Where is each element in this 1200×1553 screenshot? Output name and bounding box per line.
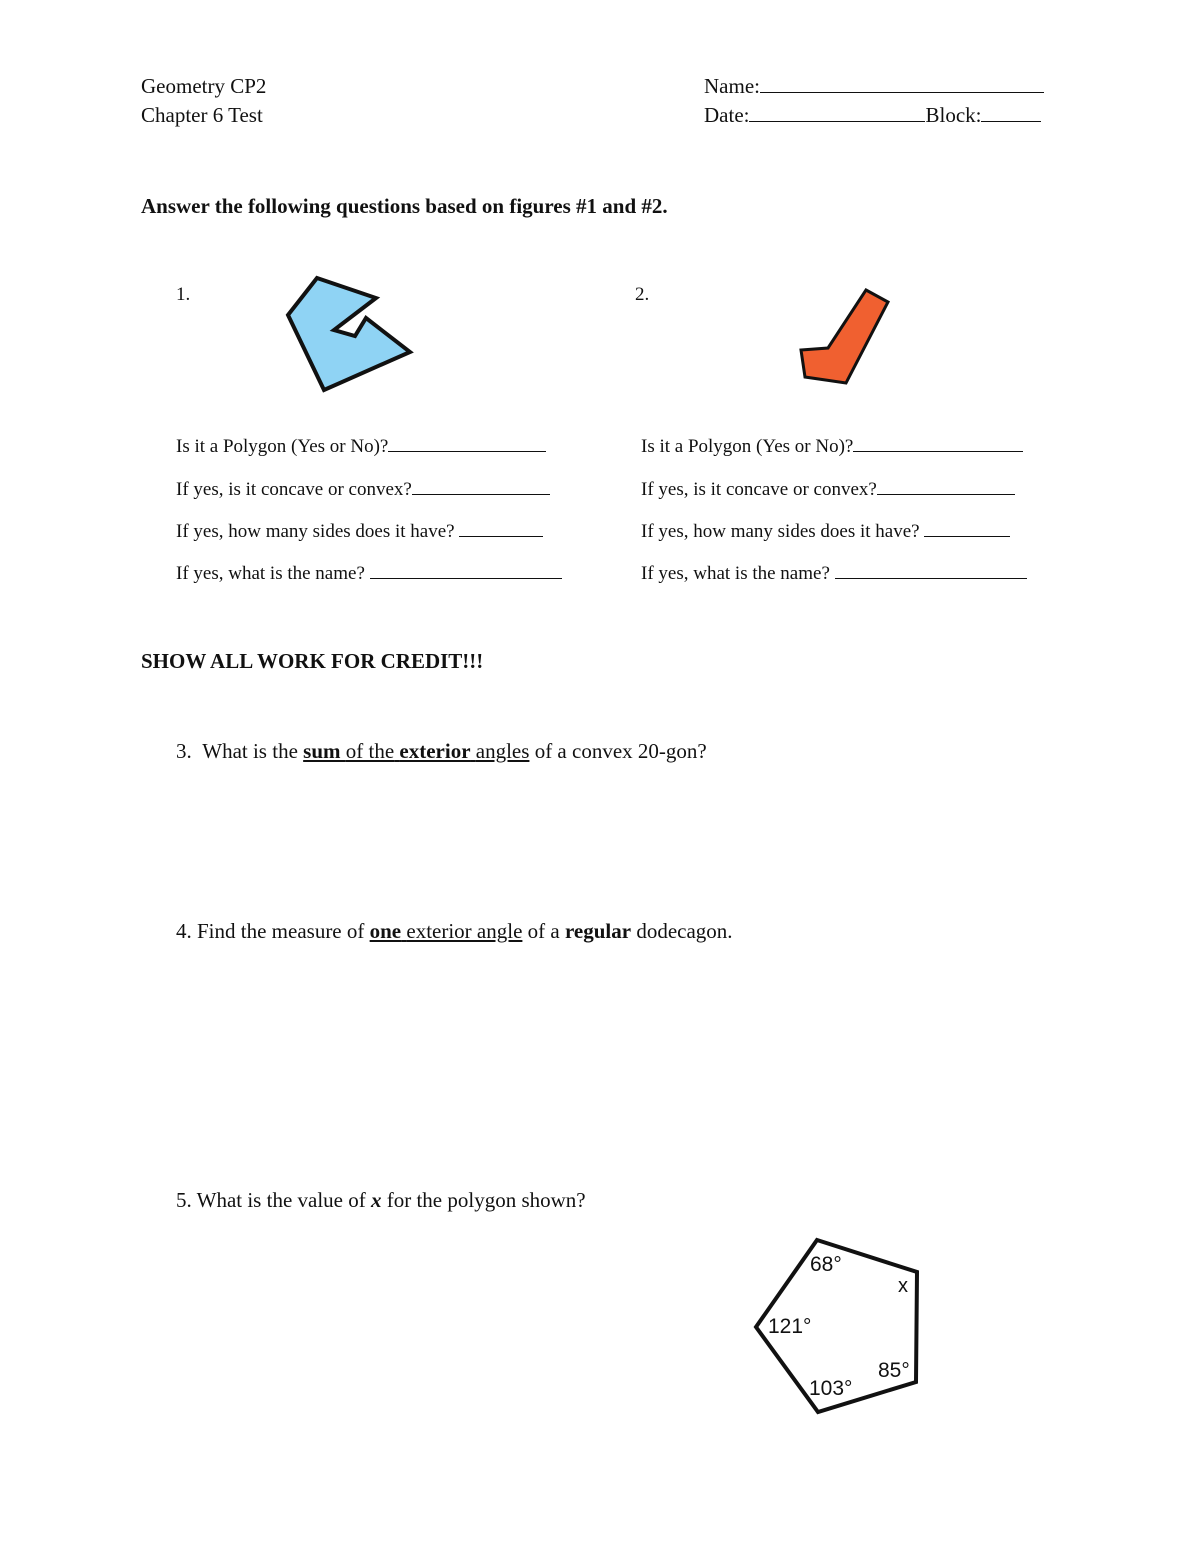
fig2-q-name: If yes, what is the name? (641, 560, 1027, 586)
figure-2-number: 2. (635, 284, 650, 305)
angle-label-bottom-right: 85° (878, 1359, 910, 1382)
angle-label-left: 121° (768, 1315, 812, 1338)
date-field[interactable] (749, 103, 925, 122)
angle-label-x: x (898, 1275, 908, 1297)
fig2-polygon-answer[interactable] (853, 433, 1023, 452)
pentagon-diagram (745, 1230, 930, 1420)
fig2-q-concave: If yes, is it concave or convex? (641, 476, 1015, 502)
figure-1-concave-polygon (280, 272, 420, 397)
question-4: 4. Find the measure of one exterior angle of a regular dodecagon. (176, 919, 733, 943)
name-label: Name: (704, 74, 760, 98)
name-row (704, 73, 1044, 99)
fig1-q-concave: If yes, is it concave or convex? (176, 476, 550, 502)
test-title: Chapter 6 Test (141, 103, 263, 127)
instructions: Answer the following questions based on figures #1 and #2. (141, 194, 668, 218)
date-label: Date: (704, 103, 750, 127)
figure-1-number: 1. (176, 284, 191, 305)
figure-2-concave-polygon (795, 285, 895, 390)
block-field[interactable] (981, 103, 1041, 122)
question-5: 5. What is the value of x for the polygon shown? (176, 1188, 586, 1212)
fig1-concave-answer[interactable] (412, 476, 550, 495)
fig2-concave-answer[interactable] (877, 476, 1015, 495)
date-row (704, 102, 1041, 128)
fig1-sides-answer[interactable] (459, 518, 543, 537)
block-label: Block: (925, 103, 982, 127)
name-field[interactable] (760, 74, 1044, 93)
fig1-q-polygon: Is it a Polygon (Yes or No)? (176, 433, 546, 459)
fig1-q-sides: If yes, how many sides does it have? (176, 518, 543, 544)
fig2-name-answer[interactable] (835, 560, 1027, 579)
fig2-q-polygon: Is it a Polygon (Yes or No)? (641, 433, 1023, 459)
angle-label-bottom: 103° (809, 1377, 853, 1400)
course-title: Geometry CP2 (141, 74, 267, 98)
question-3: 3. What is the sum of the exterior angles of a convex 20-gon? (176, 739, 707, 763)
fig2-sides-answer[interactable] (924, 518, 1010, 537)
angle-label-top: 68° (810, 1253, 842, 1276)
fig1-q-name: If yes, what is the name? (176, 560, 562, 586)
show-work-heading: SHOW ALL WORK FOR CREDIT!!! (141, 649, 484, 673)
fig2-q-sides: If yes, how many sides does it have? (641, 518, 1010, 544)
fig1-name-answer[interactable] (370, 560, 562, 579)
fig1-polygon-answer[interactable] (388, 433, 546, 452)
